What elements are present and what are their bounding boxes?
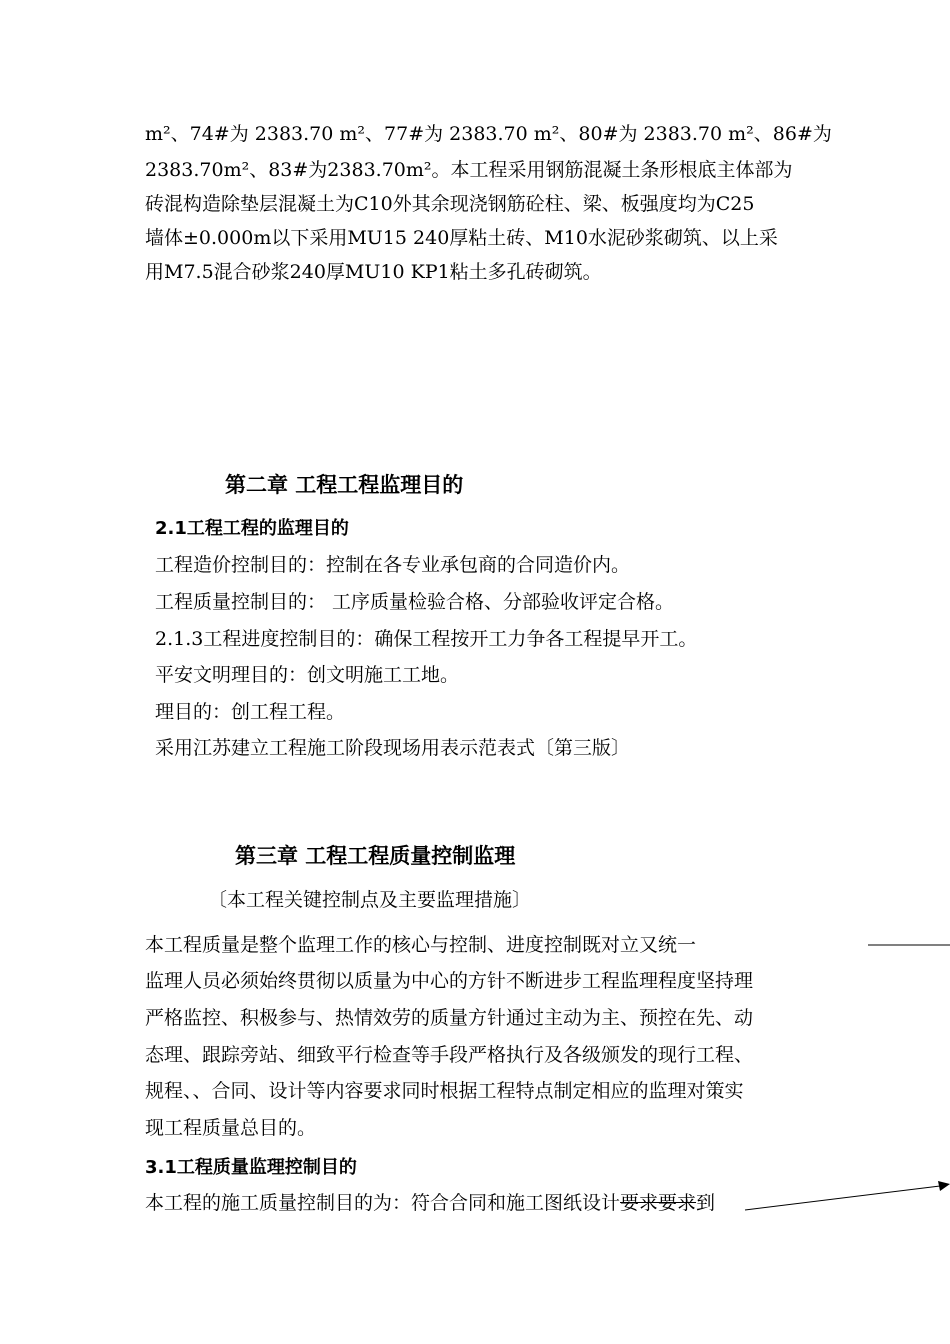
last-line-main: 本工程的施工质量控制目的为：符合合同和施工图纸设计 bbox=[145, 1192, 621, 1214]
chapter3-paragraph-line-2: 监理人员必须始终贯彻以质量为中心的方针不断进步工程监理程度坚持理 bbox=[145, 970, 754, 992]
chapter3-paragraph-line-4: 态理、跟踪旁站、细致平行检查等手段严格执行及各级颁发的现行工程、 bbox=[145, 1044, 754, 1066]
chapter3-title: 第三章 工程工程质量控制监理 bbox=[235, 844, 516, 868]
intro-line-4: 墙体±0.000m以下采用MU15 240厚粘土砖、M10水泥砂浆砌筑、以上采 bbox=[145, 227, 778, 249]
chapter3-section-title: 3.1工程质量监理控制目的 bbox=[145, 1157, 357, 1178]
chapter2-item-2: 工程质量控制目的： 工序质量检验合格、分部验收评定合格。 bbox=[155, 591, 675, 613]
chapter3-paragraph-line-1: 本工程质量是整个监理工作的核心与控制、进度控制既对立又统一 bbox=[145, 934, 697, 956]
chapter3-subtitle: 〔本工程关键控制点及主要监理措施〕 bbox=[208, 889, 532, 911]
intro-line-2: 2383.70m²、83#为2383.70m²。本工程采用钢筋混凝土条形根底主体部为 bbox=[145, 159, 793, 181]
chapter3-paragraph-line-6: 现工程质量总目的。 bbox=[145, 1117, 317, 1139]
chapter2-section-title: 2.1工程工程的监理目的 bbox=[155, 518, 349, 539]
revision-arrow-line bbox=[745, 1186, 940, 1210]
intro-line-3: 砖混构造除垫层混凝土为C10外其余现浇钢筋砼柱、梁、板强度均为C25 bbox=[145, 193, 755, 215]
chapter3-paragraph-line-5: 规程、、合同、设计等内容要求同时根据工程特点制定相应的监理对策实 bbox=[145, 1080, 744, 1102]
chapter2-item-5: 理目的：创工程工程。 bbox=[155, 701, 346, 723]
last-line-end: 到 bbox=[696, 1192, 716, 1214]
intro-line-1: m²、74#为 2383.70 m²、77#为 2383.70 m²、80#为 2383.70 m²、86#为 bbox=[145, 123, 832, 145]
chapter2-item-3: 2.1.3工程进度控制目的：确保工程按开工力争各工程提早开工。 bbox=[155, 628, 698, 650]
chapter2-item-4: 平安文明理目的：创文明施工工地。 bbox=[155, 664, 460, 686]
chapter2-item-6: 采用江苏建立工程施工阶段现场用表示范表式〔第三版〕 bbox=[155, 737, 631, 759]
chapter3-paragraph-line-3: 严格监控、积极参与、热情效劳的质量方针通过主动为主、预控在先、动 bbox=[145, 1007, 754, 1029]
intro-line-5: 用M7.5混合砂浆240厚MU10 KP1粘土多孔砖砌筑。 bbox=[145, 261, 602, 283]
revision-arrow-head-icon bbox=[938, 1181, 950, 1191]
last-line-struck-text: 要求要求 bbox=[620, 1192, 697, 1214]
chapter2-title: 第二章 工程工程监理目的 bbox=[225, 473, 464, 497]
chapter2-item-1: 工程造价控制目的：控制在各专业承包商的合同造价内。 bbox=[155, 554, 631, 576]
